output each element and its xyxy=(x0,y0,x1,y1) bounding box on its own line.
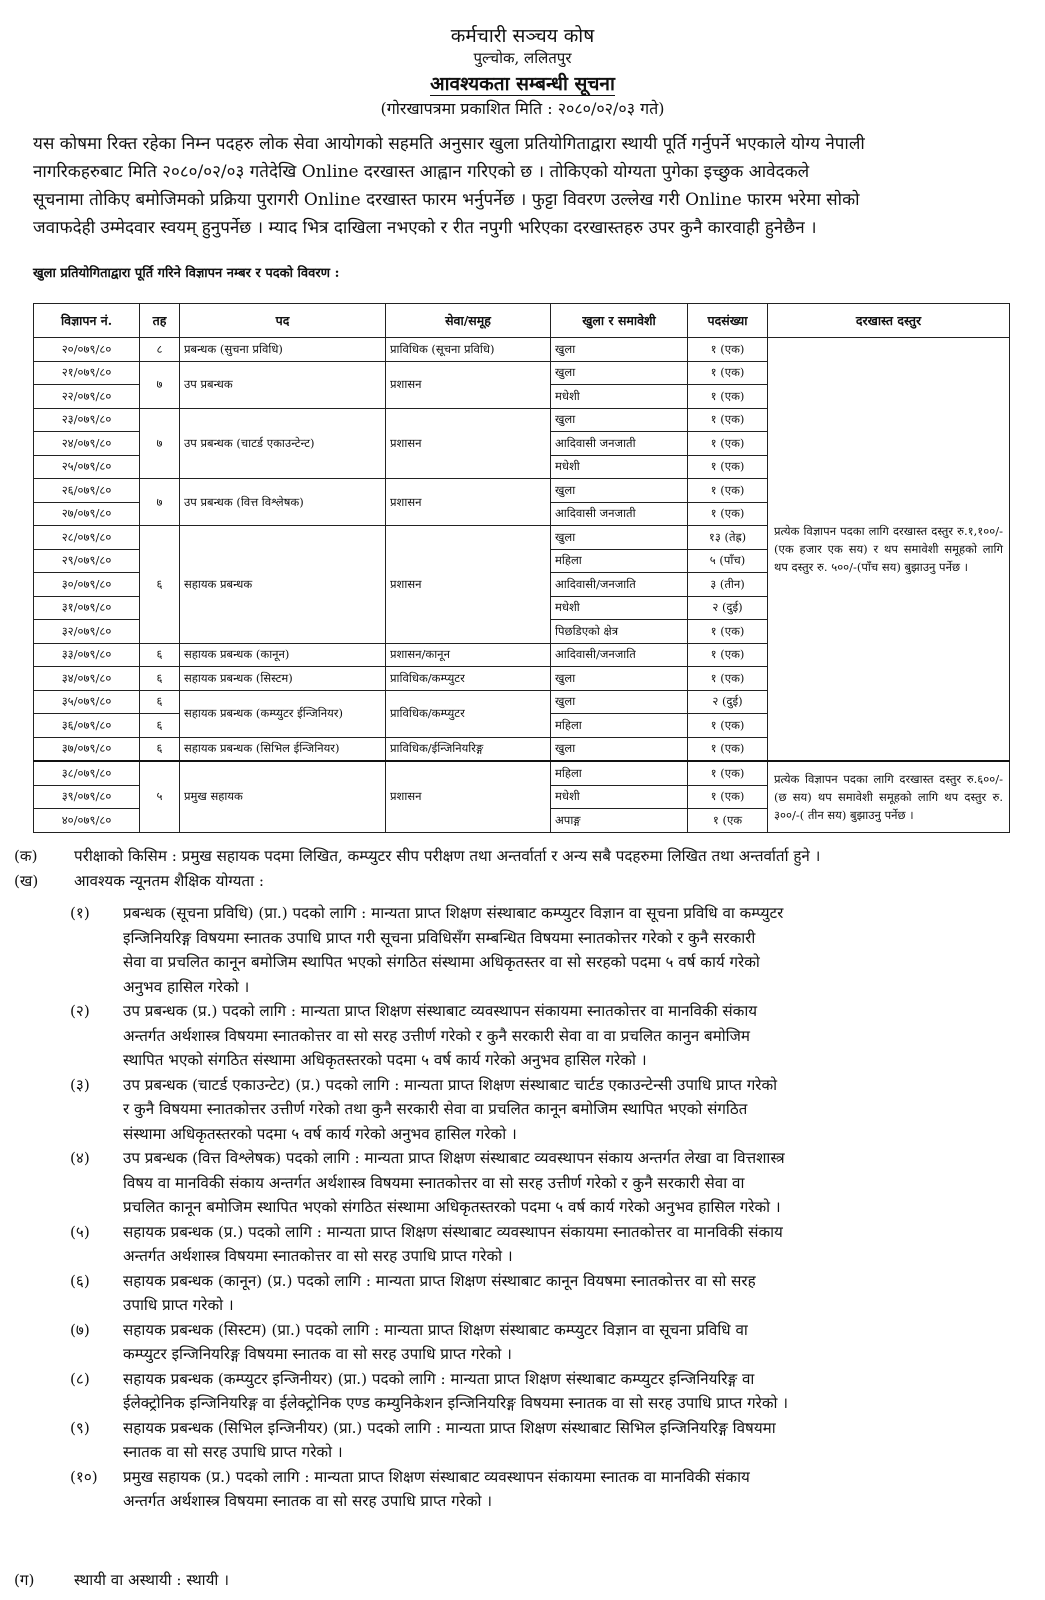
item-line: ईलेक्ट्रोनिक इन्जिनियरिङ्ग वा ईलेक्ट्रोनिक एण्ड कम्युनिकेशन इन्जिनियरिङ्ग विषयमा स्नातक वा सो सरह उपाधि प्राप्त गरेको । xyxy=(123,1394,789,1412)
post: सहायक प्रबन्धक (सिभिल ईन्जिनियर) xyxy=(180,737,386,761)
post-count: २ (दुई) xyxy=(688,596,768,620)
column-header: दरखास्त दस्तुर xyxy=(768,304,1010,338)
ad-number: ३१/०७९/८० xyxy=(34,596,140,620)
item-line: इन्जिनियरिङ्ग विषयमा स्नातक उपाधि प्राप्त गरी सूचना प्रविधिसँग सम्बन्धित विषयमा स्नातकोत्तर गरेको र कुनै सरकारी xyxy=(123,928,756,947)
level: ७ xyxy=(140,408,180,479)
item-number: (६) xyxy=(70,1271,90,1290)
qualification-item xyxy=(70,999,1015,1073)
item-line: उपाधि प्राप्त गरेको । xyxy=(123,1296,234,1314)
column-header: सेवा/समूह xyxy=(386,304,551,338)
ad-number: ३४/०७९/८० xyxy=(34,667,140,691)
item-text xyxy=(123,1465,1015,1514)
item-number: (१) xyxy=(70,904,90,922)
item-number: (५) xyxy=(70,1222,90,1241)
post: उप प्रबन्धक xyxy=(180,361,386,408)
level: ६ xyxy=(140,714,180,738)
category: मधेशी xyxy=(551,455,688,479)
ad-number: २६/०७९/८० xyxy=(34,479,140,503)
category: महिला xyxy=(551,714,688,738)
item-line: स्थापित भएको संगठित संस्थामा अधिकृतस्तरको पदमा ५ वर्ष कार्य गरेको अनुभव हासिल गरेको । xyxy=(123,1051,647,1069)
post-count: १ (एक) xyxy=(688,761,768,785)
qualification-item xyxy=(70,901,1015,999)
level: ६ xyxy=(140,526,180,644)
vacancy-table xyxy=(33,303,1010,833)
post: प्रबन्धक (सुचना प्रविधि) xyxy=(180,338,386,362)
category: अपाङ्ग xyxy=(551,809,688,833)
post-count: १ (एक) xyxy=(688,361,768,385)
item-line: अन्तर्गत अर्थशास्त्र विषयमा स्नातकोत्तर वा सो सरह उपाधि प्राप्त गरेको । xyxy=(123,1247,513,1265)
service-group: प्राविधिक/कम्प्युटर xyxy=(386,690,551,737)
category: पिछडिएको क्षेत्र xyxy=(551,620,688,644)
column-header: पदसंख्या xyxy=(688,304,768,338)
item-line: उप प्रबन्धक (प्र.) पदको लागि : मान्यता प्राप्त शिक्षण संस्थाबाट व्यवस्थापन संकायमा स्नातकोत्तर वा मानविकी संकाय xyxy=(123,1002,758,1020)
ad-number: ३२/०७९/८० xyxy=(34,620,140,644)
item-line: सहायक प्रबन्धक (कम्प्युटर इन्जिनीयर) (प्रा.) पदको लागि : मान्यता प्राप्त शिक्षण संस्थाबाट कम्प्युटर इन्जिनियरिङ्ग वा xyxy=(123,1369,755,1388)
intro-line: यस कोषमा रिक्त रहेका निम्न पदहरु लोक सेवा आयोगको सहमति अनुसार खुला प्रतियोगिताद्वारा स्थायी पूर्ति गर्नुपर्ने भएकाले योग्य नेपाली xyxy=(33,134,865,154)
level: ५ xyxy=(140,761,180,832)
ad-number: ३३/०७९/८० xyxy=(34,643,140,667)
item-line: सेवा वा प्रचलित कानून बमोजिम स्थापित भएको संगठित संस्थामा अधिकृतस्तर वा सो सरहको पदमा ५ वर्ष कार्य गरेको xyxy=(123,953,760,971)
item-line: अनुभव हासिल गरेको । xyxy=(123,977,250,996)
post: उप प्रबन्धक (वित्त विश्लेषक) xyxy=(180,479,386,526)
notice-title xyxy=(0,70,1045,96)
service-group: प्राविधिक/ईन्जिनियरिङ्ग xyxy=(386,737,551,761)
category: खुला xyxy=(551,408,688,432)
category: खुला xyxy=(551,737,688,761)
intro-line: जवाफदेही उम्मेदवार स्वयम् हुनुपर्नेछ । म्याद भित्र दाखिला नभएको र रीत नपुगी भरिएका दरखास्तहरु उपर कुनै कारवाही हुनेछैन । xyxy=(33,218,817,238)
post-count: १ (एक) xyxy=(688,479,768,503)
post-count: २ (दुई) xyxy=(688,690,768,714)
ad-number: २३/०७९/८० xyxy=(34,408,140,432)
post-count: १ (एक) xyxy=(688,714,768,738)
item-line: र कुनै विषयमा स्नातकोत्तर उत्तीर्ण गरेको तथा कुनै सरकारी सेवा वा प्रचलित कानून बमोजिम स्थापित भएको संगठित xyxy=(123,1100,748,1118)
category: खुला xyxy=(551,361,688,385)
table-row xyxy=(34,761,1010,785)
post-count: १ (एक) xyxy=(688,455,768,479)
column-header: तह xyxy=(140,304,180,338)
tenure-label: (ग) xyxy=(14,1571,35,1589)
post-count: १ (एक xyxy=(688,809,768,833)
post-count: १३ (तेह्र) xyxy=(688,526,768,550)
item-line: अन्तर्गत अर्थशास्त्र विषयमा स्नातक वा सो सरह उपाधि प्राप्त गरेको । xyxy=(123,1492,493,1510)
level: ६ xyxy=(140,643,180,667)
item-text xyxy=(123,1318,1015,1367)
intro-line: नागरिकहरुबाट मिति २०८०/०२/०३ गतेदेखि Online दरखास्त आह्वान गरिएको छ । तोकिएको योग्यता पुगेका इच्छुक आवेदकले xyxy=(33,162,810,182)
exam-text: परीक्षाको किसिम : प्रमुख सहायक पदमा लिखित, कम्प्युटर सीप परीक्षण तथा अन्तर्वार्ता र अन्य सबै पदहरुमा लिखित तथा अन्तर्वार्ता हुने । xyxy=(74,847,821,865)
post-count: १ (एक) xyxy=(688,643,768,667)
publish-date: (गोरखापत्रमा प्रकाशित मिति : २०८०/०२/०३ गते) xyxy=(380,99,665,118)
service-group: प्रशासन/कानून xyxy=(386,643,551,667)
ad-number: ३०/०७९/८० xyxy=(34,573,140,597)
notice-title-text: आवश्यकता सम्बन्धी सूचना xyxy=(430,73,615,95)
category: खुला xyxy=(551,690,688,714)
item-text xyxy=(123,1416,1015,1465)
category: खुला xyxy=(551,338,688,362)
qualification-heading-text: आवश्यक न्यूनतम शैक्षिक योग्यता : xyxy=(74,872,265,890)
service-group: प्रशासन xyxy=(386,361,551,408)
category: मधेशी xyxy=(551,385,688,409)
category: मधेशी xyxy=(551,596,688,620)
item-line: संस्थामा अधिकृतस्तरको पदमा ५ वर्ष कार्य गरेको अनुभव हासिल गरेको । xyxy=(123,1124,517,1143)
level: ७ xyxy=(140,479,180,526)
level: ६ xyxy=(140,690,180,714)
item-number: (३) xyxy=(70,1075,90,1094)
post-count: १ (एक) xyxy=(688,338,768,362)
item-text xyxy=(123,1367,1015,1416)
category: खुला xyxy=(551,667,688,691)
post: प्रमुख सहायक xyxy=(180,761,386,832)
post: सहायक प्रबन्धक (कम्प्युटर ईन्जिनियर) xyxy=(180,690,386,737)
qualification-label: (ख) xyxy=(14,872,39,890)
item-line: प्रचलित कानून बमोजिम स्थापित भएको संगठित संस्थामा अधिकृतस्तरको पदमा ५ वर्ष कार्य गरेको अनुभव हासिल गरेको । xyxy=(123,1198,781,1216)
service-group: प्राविधिक/कम्प्युटर xyxy=(386,667,551,691)
ad-number: २९/०७९/८० xyxy=(34,549,140,573)
qualification-item xyxy=(70,1220,1015,1269)
ad-number: ३५/०७९/८० xyxy=(34,690,140,714)
post-count: ५ (पाँच) xyxy=(688,549,768,573)
item-line: सहायक प्रबन्धक (सिभिल इन्जिनीयर) (प्रा.) पदको लागि : मान्यता प्राप्त शिक्षण संस्थाबाट सिभिल इन्जिनियरिङ्ग विषयमा xyxy=(123,1418,776,1437)
qualification-item xyxy=(70,1269,1015,1318)
post-count: १ (एक) xyxy=(688,502,768,526)
ad-number: २५/०७९/८० xyxy=(34,455,140,479)
column-header: विज्ञापन नं. xyxy=(34,304,140,338)
post-count: १ (एक) xyxy=(688,620,768,644)
category: खुला xyxy=(551,526,688,550)
table-heading: खुला प्रतियोगिताद्वारा पूर्ति गरिने विज्ञापन नम्बर र पदको विवरण : xyxy=(33,266,340,281)
ad-number: २८/०७९/८० xyxy=(34,526,140,550)
item-text xyxy=(123,1073,1015,1147)
item-line: सहायक प्रबन्धक (सिस्टम) (प्रा.) पदको लागि : मान्यता प्राप्त शिक्षण संस्थाबाट कम्प्युटर विज्ञान वा सूचना प्रविधि वा xyxy=(123,1320,748,1339)
table-row xyxy=(34,338,1010,362)
ad-number: ३६/०७९/८० xyxy=(34,714,140,738)
post: सहायक प्रबन्धक (कानून) xyxy=(180,643,386,667)
column-header: पद xyxy=(180,304,386,338)
fee-assistant: प्रत्येक विज्ञापन पदका लागि दरखास्त दस्तुर रु.६००/- (छ सय) थप समावेशी समूहको लागि थप दस्तुर रु. ३००/-( तीन सय) बुझाउनु पर्नेछ । xyxy=(768,761,1010,832)
qualification-item xyxy=(70,1465,1015,1514)
item-text xyxy=(123,1269,1015,1318)
service-group: प्रशासन xyxy=(386,408,551,479)
item-line: प्रमुख सहायक (प्र.) पदको लागि : मान्यता प्राप्त शिक्षण संस्थाबाट व्यवस्थापन संकायमा स्नातक वा मानविकी संकाय xyxy=(123,1467,750,1486)
ad-number: ३८/०७९/८० xyxy=(34,761,140,785)
qualification-item xyxy=(70,1367,1015,1416)
item-line: स्नातक वा सो सरह उपाधि प्राप्त गरेको । xyxy=(123,1443,343,1461)
post: उप प्रबन्धक (चाटर्ड एकाउन्टेन्ट) xyxy=(180,408,386,479)
qualification-item xyxy=(70,1073,1015,1147)
category: महिला xyxy=(551,549,688,573)
ad-number: ४०/०७९/८० xyxy=(34,809,140,833)
post: सहायक प्रबन्धक xyxy=(180,526,386,644)
post-count: १ (एक) xyxy=(688,385,768,409)
item-text xyxy=(123,999,1015,1073)
item-line: सहायक प्रबन्धक (प्र.) पदको लागि : मान्यता प्राप्त शिक्षण संस्थाबाट व्यवस्थापन संकायमा स्नातकोत्तर वा मानविकी संकाय xyxy=(123,1222,783,1241)
org-address: पुल्चोक, ललितपुर xyxy=(473,49,572,67)
item-text xyxy=(123,1220,1015,1269)
item-line: उप प्रबन्धक (वित्त विश्लेषक) पदको लागि : मान्यता प्राप्त शिक्षण संस्थाबाट व्यवस्थापन संकाय अन्तर्गत लेखा वा वित्तशास्त्र xyxy=(123,1149,785,1167)
item-number: (४) xyxy=(70,1149,90,1167)
post-count: १ (एक) xyxy=(688,737,768,761)
item-text xyxy=(123,901,1015,999)
post-count: ३ (तीन) xyxy=(688,573,768,597)
service-group: प्रशासन xyxy=(386,526,551,644)
table-body xyxy=(34,338,1010,833)
ad-number: २४/०७९/८० xyxy=(34,432,140,456)
tenure-text: स्थायी वा अस्थायी : स्थायी । xyxy=(74,1571,229,1589)
ad-number: २२/०७९/८० xyxy=(34,385,140,409)
table-header-row xyxy=(34,304,1010,338)
category: मधेशी xyxy=(551,785,688,809)
service-group: प्रशासन xyxy=(386,479,551,526)
level: ८ xyxy=(140,338,180,362)
fee-officer: प्रत्येक विज्ञापन पदका लागि दरखास्त दस्तुर रु.१,१००/-(एक हजार एक सय) र थप समावेशी समूहको लागि थप दस्तुर रु. ५००/-(पाँच सय) बुझाउनु पर्नेछ । xyxy=(768,338,1010,762)
qualification-item xyxy=(70,1146,1015,1220)
service-group: प्रशासन xyxy=(386,761,551,832)
qualification-item xyxy=(70,1318,1015,1367)
ad-number: ३९/०७९/८० xyxy=(34,785,140,809)
item-text xyxy=(123,1146,1015,1220)
post-count: १ (एक) xyxy=(688,432,768,456)
level: ६ xyxy=(140,667,180,691)
item-line: प्रबन्धक (सूचना प्रविधि) (प्रा.) पदको लागि : मान्यता प्राप्त शिक्षण संस्थाबाट कम्प्युटर विज्ञान वा सूचना प्रविधि वा कम्प्युटर xyxy=(123,904,784,922)
category: खुला xyxy=(551,479,688,503)
intro-paragraph xyxy=(33,130,1015,242)
ad-number: २७/०७९/८० xyxy=(34,502,140,526)
service-group: प्राविधिक (सूचना प्रविधि) xyxy=(386,338,551,362)
category: आदिवासी जनजाती xyxy=(551,432,688,456)
item-number: (२) xyxy=(70,1002,90,1020)
intro-line: सूचनामा तोकिए बमोजिमको प्रक्रिया पुरागरी Online दरखास्त फारम भर्नुपर्नेछ । फुट्टा विवरण उल्लेख गरी Online फारम भरेमा सोको xyxy=(33,190,860,210)
item-line: उप प्रबन्धक (चाटर्ड एकाउन्टेट) (प्र.) पदको लागि : मान्यता प्राप्त शिक्षण संस्थाबाट चार्टड एकाउन्टेन्सी उपाधि प्राप्त गरेको xyxy=(123,1075,778,1094)
item-number: (७) xyxy=(70,1320,90,1339)
level: ६ xyxy=(140,737,180,761)
level: ७ xyxy=(140,361,180,408)
category: आदिवासी जनजाती xyxy=(551,502,688,526)
post: सहायक प्रबन्धक (सिस्टम) xyxy=(180,667,386,691)
item-line: विषय वा मानविकी संकाय अन्तर्गत अर्थशास्त्र विषयमा स्नातकोत्तर वा सो सरह उत्तीर्ण गरेको र कुनै सरकारी सेवा वा xyxy=(123,1173,745,1192)
item-line: अन्तर्गत अर्थशास्त्र विषयमा स्नातकोत्तर वा सो सरह उत्तीर्ण गरेको र कुनै सरकारी सेवा वा वा प्रचलित कानुन बमोजिम xyxy=(123,1026,750,1045)
post-count: १ (एक) xyxy=(688,667,768,691)
item-number: (८) xyxy=(70,1369,90,1388)
category: आदिवासी/जनजाति xyxy=(551,643,688,667)
column-header: खुला र समावेशी xyxy=(551,304,688,338)
post-count: १ (एक) xyxy=(688,785,768,809)
qualification-item xyxy=(70,1416,1015,1465)
ad-number: ३७/०७९/८० xyxy=(34,737,140,761)
item-number: (९) xyxy=(70,1418,90,1437)
post-count: १ (एक) xyxy=(688,408,768,432)
qualification-list xyxy=(70,901,1015,1514)
item-number: (१०) xyxy=(70,1467,98,1486)
item-line: कम्प्युटर इन्जिनियरिङ्ग विषयमा स्नातक वा सो सरह उपाधि प्राप्त गरेको । xyxy=(123,1345,512,1363)
ad-number: २१/०७९/८० xyxy=(34,361,140,385)
category: आदिवासी/जनजाति xyxy=(551,573,688,597)
category: महिला xyxy=(551,761,688,785)
ad-number: २०/०७९/८० xyxy=(34,338,140,362)
item-line: सहायक प्रबन्धक (कानून) (प्र.) पदको लागि : मान्यता प्राप्त शिक्षण संस्थाबाट कानून वियषमा स्नातकोत्तर वा सो सरह xyxy=(123,1271,756,1290)
exam-label: (क) xyxy=(14,847,38,865)
org-name: कर्मचारी सञ्चय कोष xyxy=(450,25,595,47)
